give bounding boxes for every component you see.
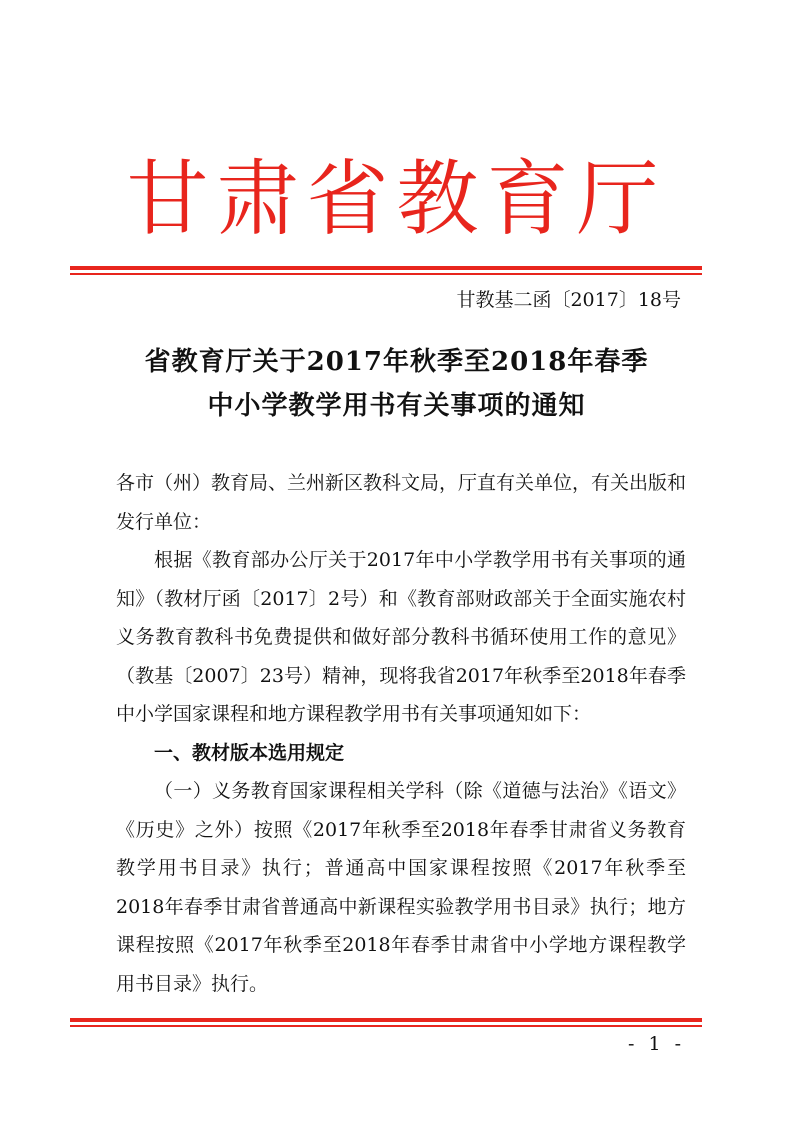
title-line-1: 省教育厅关于2017年秋季至2018年春季 <box>144 347 649 377</box>
intro-paragraph: 根据《教育部办公厅关于2017年中小学教学用书有关事项的通知》（教材厅函〔2017〕2号）和《教育部财政部关于全面实施农村义务教育教科书免费提供和做好部分教科书循环使用工作的意见》（教基〔2007〕23号）精神，现将我省2017年秋季至2018年春季中小学国家课程和地方课程教学用书有关事项通知如下： <box>116 549 686 725</box>
document-title <box>0 340 793 428</box>
salutation: 各市（州）教育局、兰州新区教科文局，厅直有关单位，有关出版和发行单位： <box>116 472 687 533</box>
section-paragraph: （一）义务教育国家课程相关学科（除《道德与法治》《语文》《历史》之外）按照《2017年秋季至2018年春季甘肃省义务教育教学用书目录》执行；普通高中国家课程按照《2017年秋季至2018年春季甘肃省普通高中新课程实验教学用书目录》执行；地方课程按照《2017年秋季至2018年春季甘肃省中小学地方课程教学用书目录》执行。 <box>116 780 686 995</box>
page-number: - 1 - <box>627 1033 685 1055</box>
footer-rule-thin <box>70 1025 702 1027</box>
title-line-2: 中小学教学用书有关事项的通知 <box>207 391 586 421</box>
letterhead-title: 甘肃省教育厅 <box>126 152 667 247</box>
letterhead-rule-thick <box>70 266 702 270</box>
document-number: 甘教基二函〔2017〕18号 <box>456 289 681 311</box>
document-body <box>116 464 686 1003</box>
section-heading: 一、教材版本选用规定 <box>154 741 345 764</box>
footer-rule-thick <box>70 1018 702 1022</box>
letterhead-rule-thin <box>70 273 702 275</box>
